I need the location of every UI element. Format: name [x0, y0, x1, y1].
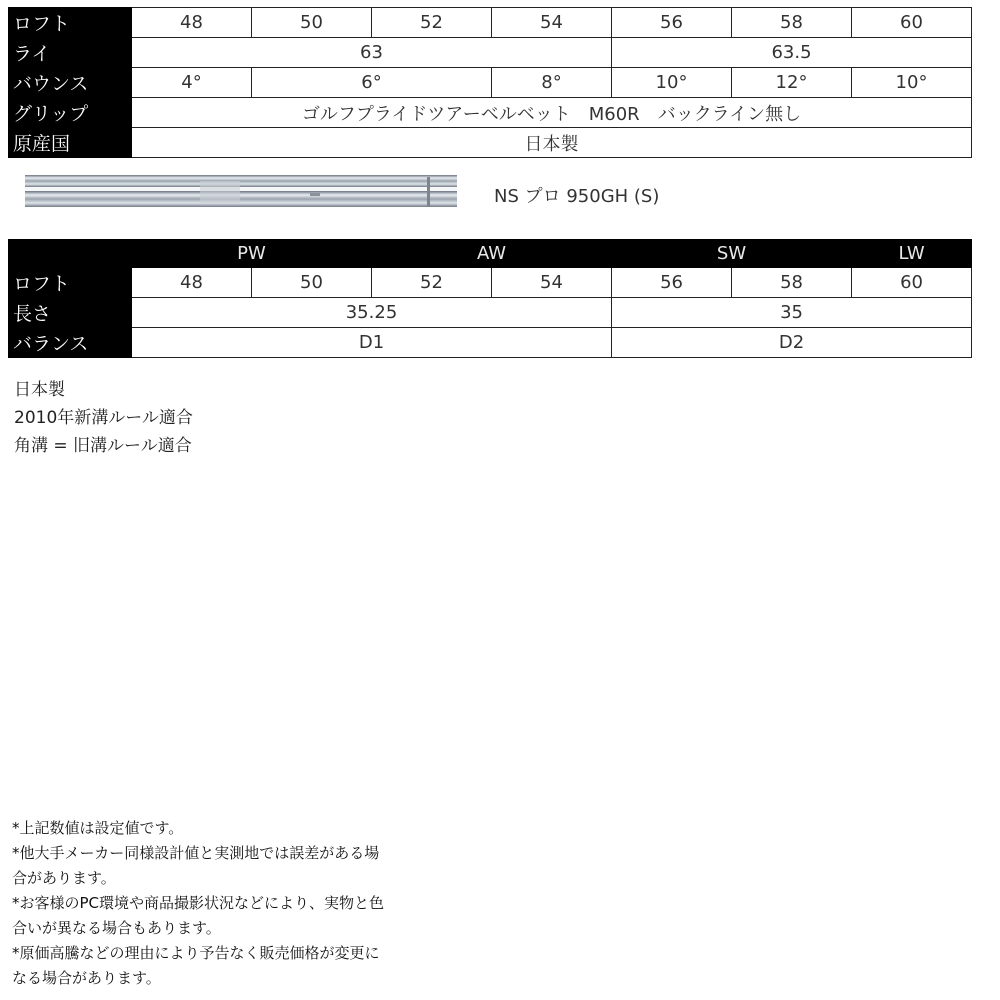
spec-cell: 63.5 [612, 38, 972, 68]
spec-cell: 52 [372, 268, 492, 298]
spec-cell: 35 [612, 298, 972, 328]
spec-row [9, 68, 972, 98]
club-header-cell: SW [612, 240, 852, 268]
spec-cell: 58 [732, 8, 852, 38]
spec-row [9, 8, 972, 38]
spec-cell: 8° [492, 68, 612, 98]
footnote-line: 合があります。 [12, 869, 116, 887]
spec-cell: 63 [132, 38, 612, 68]
footnote-line: 合いが異なる場合もあります。 [12, 919, 221, 937]
row-label: バランス [9, 328, 132, 358]
club-header-row [9, 240, 972, 268]
spec-row [9, 328, 972, 358]
spec-cell: 日本製 [132, 128, 972, 158]
spec-cell: 48 [132, 268, 252, 298]
spec-cell: 56 [612, 8, 732, 38]
spec-row [9, 38, 972, 68]
spec-table-loft-lie-bounce [8, 7, 972, 158]
spec-cell: 54 [492, 268, 612, 298]
row-label: 原産国 [9, 128, 132, 158]
note-line: 日本製 [14, 380, 65, 400]
spec-cell: 58 [732, 268, 852, 298]
shaft-image [25, 173, 457, 211]
spec-row [9, 98, 972, 128]
club-header-cell: AW [372, 240, 612, 268]
row-label: ライ [9, 38, 132, 68]
row-label: バウンス [9, 68, 132, 98]
note-line: 角溝 = 旧溝ルール適合 [14, 436, 192, 456]
spec-cell: 54 [492, 8, 612, 38]
spec-table-2-body [9, 240, 972, 358]
footnote-line: *原価高騰などの理由により予告なく販売価格が変更に [12, 944, 380, 962]
spec-cell: 60 [852, 8, 972, 38]
product-notes [14, 376, 193, 460]
shaft-label: NS プロ 950GH (S) [494, 186, 660, 207]
spec-cell: ゴルフプライドツアーベルベット M60R バックライン無し [132, 98, 972, 128]
spec-cell: 60 [852, 268, 972, 298]
note-line: 2010年新溝ルール適合 [14, 408, 193, 428]
row-label: ロフト [9, 268, 132, 298]
footnote-line: *他大手メーカー同様設計値と実測地では誤差がある場 [12, 844, 380, 862]
spec-table-1-body [9, 8, 972, 158]
footnote-line: *お客様のPC環境や商品撮影状況などにより、実物と色 [12, 894, 385, 912]
spec-row [9, 128, 972, 158]
spec-cell: 12° [732, 68, 852, 98]
spec-table-length-balance [8, 239, 972, 358]
spec-cell: 4° [132, 68, 252, 98]
spec-row [9, 268, 972, 298]
spec-cell: 10° [852, 68, 972, 98]
footnote-line: *上記数値は設定値です。 [12, 819, 184, 837]
spec-cell: 10° [612, 68, 732, 98]
spec-cell: D2 [612, 328, 972, 358]
header-blank-cell [9, 240, 132, 268]
spec-cell: 56 [612, 268, 732, 298]
row-label: ロフト [9, 8, 132, 38]
row-label: グリップ [9, 98, 132, 128]
spec-cell: 6° [252, 68, 492, 98]
spec-cell: 48 [132, 8, 252, 38]
club-header-cell: PW [132, 240, 372, 268]
spec-row [9, 298, 972, 328]
spec-cell: 52 [372, 8, 492, 38]
spec-cell: 50 [252, 268, 372, 298]
spec-cell: D1 [132, 328, 612, 358]
spec-cell: 50 [252, 8, 372, 38]
row-label: 長さ [9, 298, 132, 328]
club-header-cell: LW [852, 240, 972, 268]
disclaimer-footnotes [12, 816, 384, 991]
footnote-line: なる場合があります。 [12, 969, 161, 987]
spec-cell: 35.25 [132, 298, 612, 328]
